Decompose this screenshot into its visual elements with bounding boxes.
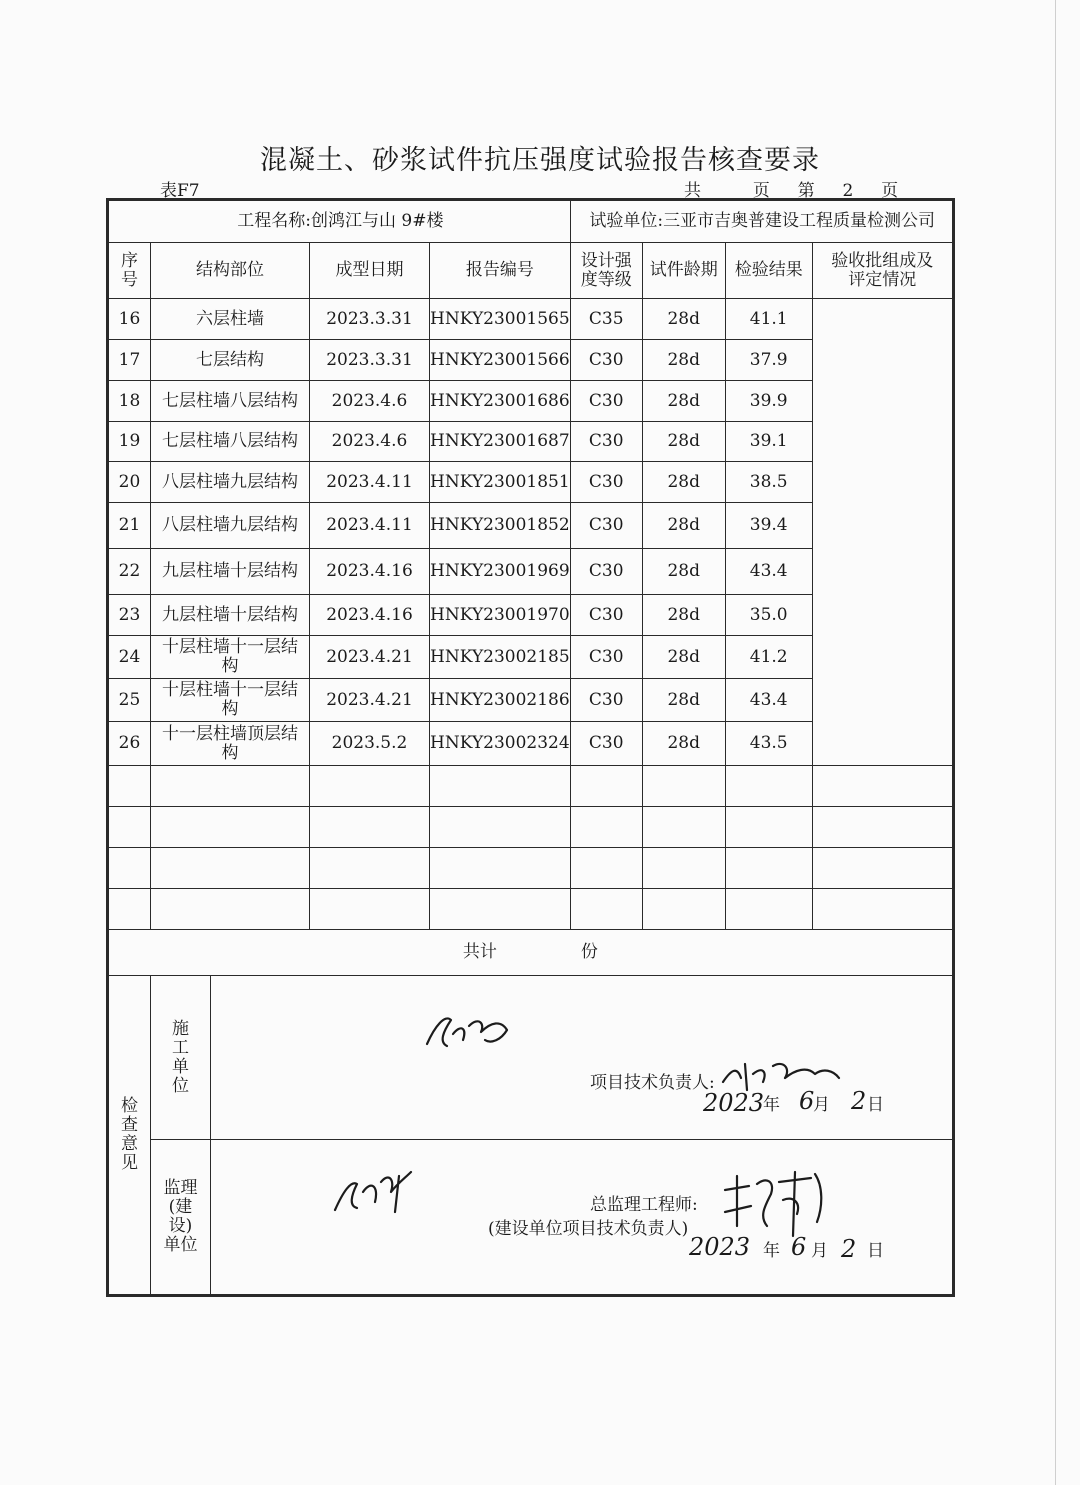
cell-result: 39.4 <box>725 503 812 549</box>
cell-part: 九层柱墙十层结构 <box>151 595 310 636</box>
supervision-signer-label: 总监理工程师: <box>590 1195 698 1215</box>
construction-day-label: 日 <box>867 1095 884 1115</box>
empty-cell <box>725 766 812 807</box>
page-edge <box>1055 0 1056 1485</box>
cell-seq: 21 <box>109 503 151 549</box>
empty-cell <box>310 889 430 930</box>
header-date: 成型日期 <box>310 243 430 299</box>
cell-age: 28d <box>642 299 725 340</box>
cell-report: HNKY23001686 <box>430 381 571 422</box>
cell-result: 41.2 <box>725 636 812 679</box>
cell-batch <box>812 299 952 766</box>
lab-name-value: 三亚市吉奥普建设工程质量检测公司 <box>663 211 936 231</box>
construction-handwritten-month: 6 <box>799 1087 815 1115</box>
cell-seq: 17 <box>109 340 151 381</box>
table-row <box>109 299 953 340</box>
cell-report: HNKY23001969 <box>430 549 571 595</box>
document-title: 混凝土、砂浆试件抗压强度试验报告核查要录 <box>260 145 820 176</box>
supervision-unit-label: 监理(建设)单位 <box>151 1140 211 1295</box>
cell-age: 28d <box>642 679 725 722</box>
empty-cell <box>725 807 812 848</box>
empty-cell <box>812 766 952 807</box>
cell-grade: C30 <box>570 503 642 549</box>
cell-report: HNKY23001970 <box>430 595 571 636</box>
cell-age: 28d <box>642 462 725 503</box>
cell-grade: C30 <box>570 549 642 595</box>
cell-report: HNKY23001687 <box>430 422 571 462</box>
cell-date: 2023.4.16 <box>310 549 430 595</box>
page-total-label: 共 <box>684 181 702 201</box>
total-cell <box>109 930 953 976</box>
supervision-signature-mark <box>329 1162 419 1222</box>
cell-part: 十层柱墙十一层结构 <box>151 679 310 722</box>
header-batch: 验收批组成及评定情况 <box>812 243 952 299</box>
cell-report: HNKY23001852 <box>430 503 571 549</box>
form-number: 表F7 <box>160 181 200 201</box>
cell-result: 39.1 <box>725 422 812 462</box>
empty-cell <box>570 766 642 807</box>
supervision-handwritten-day: 2 <box>841 1235 857 1263</box>
empty-row <box>109 889 953 930</box>
supervision-handwritten-year: 2023 <box>689 1233 751 1261</box>
cell-grade: C30 <box>570 722 642 766</box>
header-report: 报告编号 <box>430 243 571 299</box>
supervision-signer-signature <box>719 1166 829 1240</box>
cell-grade: C30 <box>570 636 642 679</box>
empty-cell <box>310 766 430 807</box>
empty-cell <box>642 766 725 807</box>
page-unit-label: 页 <box>752 181 771 201</box>
cell-report: HNKY23002324 <box>430 722 571 766</box>
empty-cell <box>109 889 151 930</box>
empty-cell <box>642 807 725 848</box>
empty-cell <box>725 889 812 930</box>
empty-cell <box>812 889 952 930</box>
empty-cell <box>725 848 812 889</box>
empty-cell <box>642 889 725 930</box>
page-nth-label: 第 <box>797 181 816 201</box>
cell-report: HNKY23002185 <box>430 636 571 679</box>
total-unit: 份 <box>580 942 598 962</box>
empty-row <box>109 848 953 889</box>
cell-date: 2023.4.16 <box>310 595 430 636</box>
inspection-label: 检查意见 <box>109 976 151 1295</box>
cell-age: 28d <box>642 381 725 422</box>
cell-grade: C30 <box>570 595 642 636</box>
cell-age: 28d <box>642 722 725 766</box>
cell-date: 2023.4.11 <box>310 503 430 549</box>
empty-cell <box>151 848 310 889</box>
cell-result: 43.5 <box>725 722 812 766</box>
supervision-signer-note: (建设单位项目技术负责人) <box>488 1219 689 1239</box>
empty-cell <box>310 807 430 848</box>
supervision-handwritten-month: 6 <box>791 1233 807 1261</box>
empty-row <box>109 807 953 848</box>
construction-handwritten-day: 2 <box>851 1087 867 1115</box>
cell-result: 43.4 <box>725 549 812 595</box>
cell-date: 2023.3.31 <box>310 299 430 340</box>
cell-part: 七层柱墙八层结构 <box>151 422 310 462</box>
cell-grade: C30 <box>570 679 642 722</box>
supervision-day-label: 日 <box>867 1241 884 1261</box>
cell-grade: C30 <box>570 462 642 503</box>
cell-seq: 20 <box>109 462 151 503</box>
project-name-label: 工程名称: <box>237 211 311 231</box>
construction-month-label: 月 <box>813 1095 830 1115</box>
supervision-opinion-row <box>109 1140 953 1295</box>
empty-cell <box>570 889 642 930</box>
cell-report: HNKY23001851 <box>430 462 571 503</box>
cell-date: 2023.4.21 <box>310 679 430 722</box>
cell-report: HNKY23001565 <box>430 299 571 340</box>
empty-cell <box>109 807 151 848</box>
cell-seq: 16 <box>109 299 151 340</box>
lab-name-label: 试验单位: <box>589 211 664 231</box>
header-info-row <box>109 201 953 243</box>
cell-date: 2023.4.6 <box>310 381 430 422</box>
construction-unit-label: 施工单位 <box>151 976 211 1140</box>
cell-part: 八层柱墙九层结构 <box>151 462 310 503</box>
supervision-month-label: 月 <box>811 1241 828 1261</box>
construction-handwritten-year: 2023 <box>703 1089 765 1117</box>
empty-cell <box>430 766 571 807</box>
cell-part: 七层结构 <box>151 340 310 381</box>
page-number: 2 <box>842 181 855 201</box>
cell-grade: C30 <box>570 422 642 462</box>
cell-seq: 23 <box>109 595 151 636</box>
header-result: 检验结果 <box>725 243 812 299</box>
header-age: 试件龄期 <box>642 243 725 299</box>
total-row <box>109 930 953 976</box>
cell-part: 十一层柱墙顶层结构 <box>151 722 310 766</box>
column-header-row <box>109 243 953 299</box>
cell-grade: C30 <box>570 381 642 422</box>
construction-signature-mark <box>421 1006 521 1056</box>
supervision-opinion-cell <box>211 1140 953 1295</box>
cell-seq: 25 <box>109 679 151 722</box>
construction-opinion-row <box>109 976 953 1140</box>
empty-cell <box>570 807 642 848</box>
cell-grade: C30 <box>570 340 642 381</box>
project-name-cell <box>109 201 571 243</box>
cell-result: 41.1 <box>725 299 812 340</box>
empty-cell <box>109 766 151 807</box>
cell-seq: 26 <box>109 722 151 766</box>
empty-cell <box>151 807 310 848</box>
page-unit-label-2: 页 <box>881 181 900 201</box>
empty-cell <box>151 766 310 807</box>
cell-grade: C35 <box>570 299 642 340</box>
cell-result: 43.4 <box>725 679 812 722</box>
cell-result: 37.9 <box>725 340 812 381</box>
empty-cell <box>812 848 952 889</box>
cell-date: 2023.4.11 <box>310 462 430 503</box>
cell-seq: 19 <box>109 422 151 462</box>
cell-part: 七层柱墙八层结构 <box>151 381 310 422</box>
cell-result: 38.5 <box>725 462 812 503</box>
empty-cell <box>430 889 571 930</box>
cell-date: 2023.5.2 <box>310 722 430 766</box>
cell-date: 2023.4.6 <box>310 422 430 462</box>
lab-name-cell <box>570 201 952 243</box>
total-label: 共计 <box>462 942 497 962</box>
cell-date: 2023.4.21 <box>310 636 430 679</box>
cell-age: 28d <box>642 340 725 381</box>
empty-row <box>109 766 953 807</box>
cell-age: 28d <box>642 636 725 679</box>
empty-cell <box>642 848 725 889</box>
cell-seq: 18 <box>109 381 151 422</box>
construction-year-label: 年 <box>763 1095 780 1115</box>
empty-cell <box>430 848 571 889</box>
cell-part: 十层柱墙十一层结构 <box>151 636 310 679</box>
empty-cell <box>151 889 310 930</box>
cell-age: 28d <box>642 549 725 595</box>
header-part: 结构部位 <box>151 243 310 299</box>
cell-age: 28d <box>642 503 725 549</box>
cell-age: 28d <box>642 595 725 636</box>
report-form <box>106 198 955 1297</box>
cell-report: HNKY23002186 <box>430 679 571 722</box>
cell-result: 35.0 <box>725 595 812 636</box>
header-grade: 设计强度等级 <box>570 243 642 299</box>
cell-part: 八层柱墙九层结构 <box>151 503 310 549</box>
header-seq: 序号 <box>109 243 151 299</box>
empty-cell <box>310 848 430 889</box>
construction-opinion-cell <box>211 976 953 1140</box>
cell-report: HNKY23001566 <box>430 340 571 381</box>
report-table <box>108 200 953 1295</box>
cell-part: 六层柱墙 <box>151 299 310 340</box>
construction-signer-label: 项目技术负责人: <box>590 1073 715 1093</box>
supervision-year-label: 年 <box>763 1241 780 1261</box>
empty-cell <box>812 807 952 848</box>
cell-seq: 22 <box>109 549 151 595</box>
cell-seq: 24 <box>109 636 151 679</box>
project-name-value: 创鸿江与山 9#楼 <box>310 211 444 231</box>
empty-cell <box>109 848 151 889</box>
empty-cell <box>570 848 642 889</box>
cell-result: 39.9 <box>725 381 812 422</box>
empty-cell <box>430 807 571 848</box>
cell-date: 2023.3.31 <box>310 340 430 381</box>
cell-part: 九层柱墙十层结构 <box>151 549 310 595</box>
cell-age: 28d <box>642 422 725 462</box>
